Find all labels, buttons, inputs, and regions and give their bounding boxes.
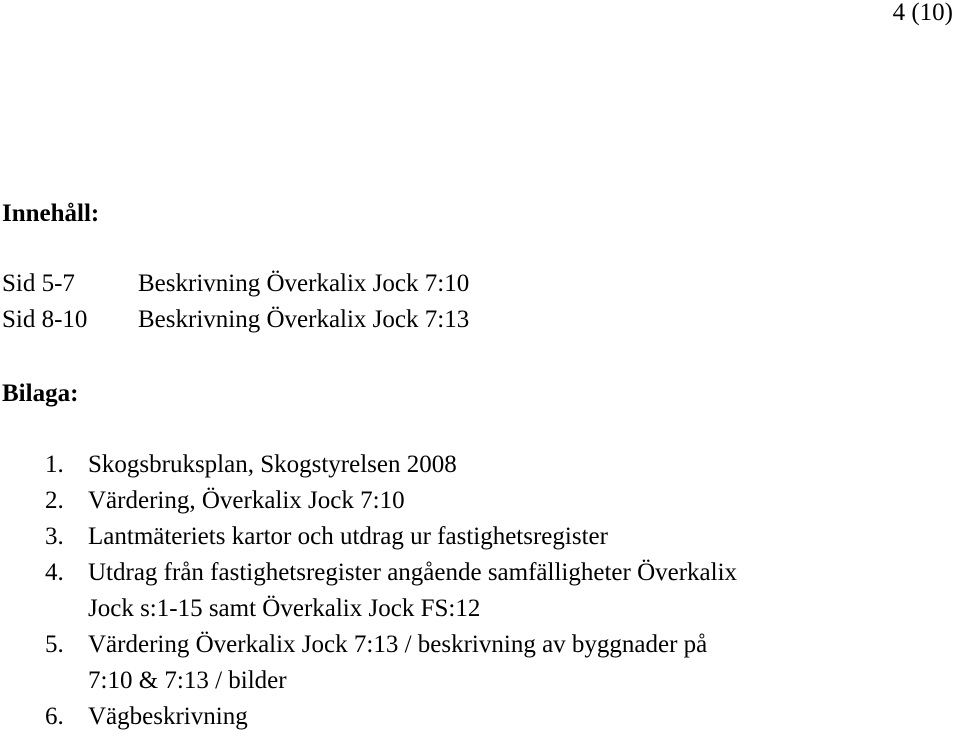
appendix-item — [45, 627, 945, 699]
item-line: Skogsbruksplan, Skogstyrelsen 2008 — [88, 451, 457, 478]
contents-list — [2, 266, 469, 338]
item-text — [88, 555, 945, 627]
item-text — [88, 627, 945, 699]
appendix-heading: Bilaga: — [2, 380, 79, 407]
item-line: 7:10 & 7:13 / bilder — [88, 667, 287, 694]
item-line: Värdering Överkalix Jock 7:13 / beskrivning av byggnader på — [88, 631, 708, 658]
page-number: 4 (10) — [892, 0, 953, 26]
contents-row — [2, 302, 469, 338]
appendix-list — [45, 447, 945, 735]
item-text — [88, 699, 945, 735]
contents-title: Beskrivning Överkalix Jock 7:10 — [138, 270, 470, 297]
contents-pages: Sid 8-10 — [2, 306, 88, 333]
appendix-item — [45, 555, 945, 627]
contents-heading: Innehåll: — [2, 200, 100, 227]
item-number: 5. — [45, 631, 64, 658]
item-text — [88, 483, 945, 519]
item-line: Utdrag från fastighetsregister angående samfälligheter Överkalix — [88, 559, 738, 586]
appendix-item — [45, 447, 945, 483]
item-line: Jock s:1-15 samt Överkalix Jock FS:12 — [88, 595, 481, 622]
item-line: Lantmäteriets kartor och utdrag ur fastighetsregister — [88, 523, 608, 550]
item-line: Värdering, Överkalix Jock 7:10 — [88, 487, 405, 514]
appendix-item — [45, 483, 945, 519]
item-number: 6. — [45, 703, 64, 730]
item-number: 1. — [45, 451, 64, 478]
item-number: 2. — [45, 487, 64, 514]
item-text — [88, 447, 945, 483]
contents-row — [2, 266, 469, 302]
item-text — [88, 519, 945, 555]
item-number: 4. — [45, 559, 64, 586]
appendix-item — [45, 519, 945, 555]
contents-title: Beskrivning Överkalix Jock 7:13 — [138, 306, 470, 333]
item-number: 3. — [45, 523, 64, 550]
appendix-item — [45, 699, 945, 735]
item-line: Vägbeskrivning — [88, 703, 248, 730]
contents-pages: Sid 5-7 — [2, 270, 75, 297]
